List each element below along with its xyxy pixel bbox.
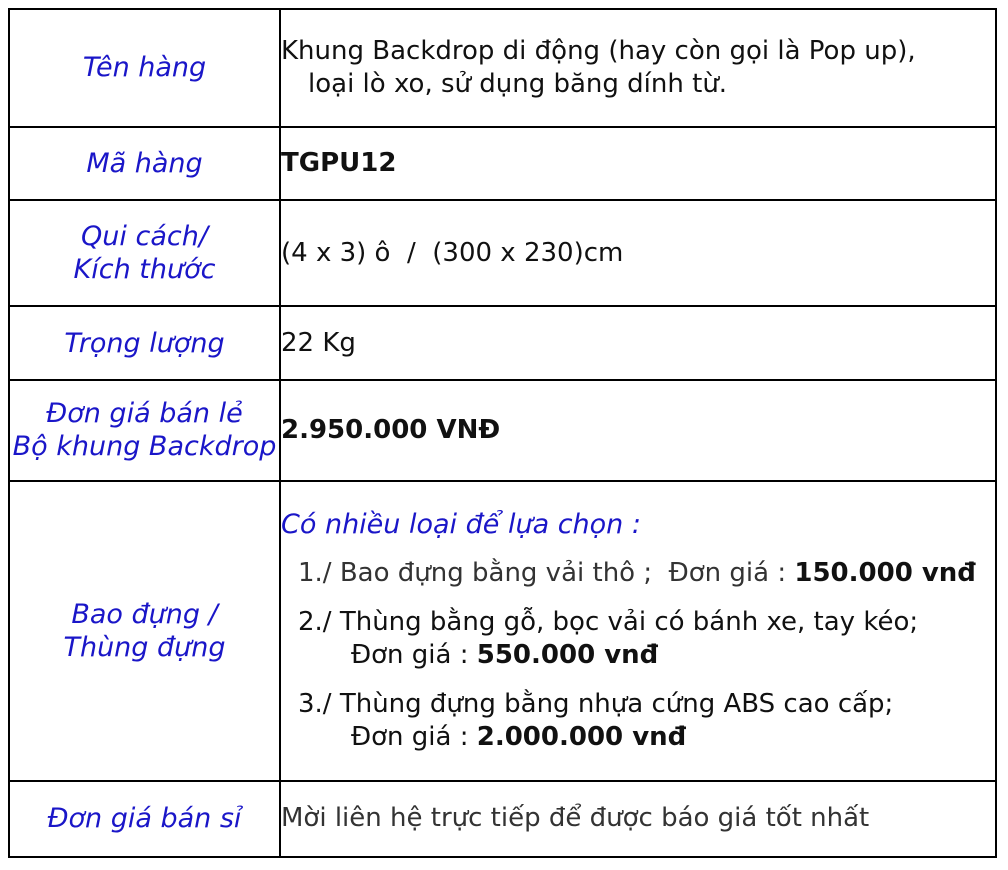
case-option-1-text: 1./ Bao đựng bằng vải thô ; Đơn giá : xyxy=(298,557,795,588)
case-options-heading: Có nhiều loại để lựa chọn : xyxy=(281,508,641,540)
retail-price-label-line-2: Bộ khung Backdrop xyxy=(12,431,277,463)
code-value: TGPU12 xyxy=(280,127,996,200)
size-label-line-2: Kích thước xyxy=(73,254,216,286)
name-value-line-1: Khung Backdrop di động (hay còn gọi là Pop up), xyxy=(281,35,916,66)
spec-row-name xyxy=(9,9,996,127)
case-option-1-price: 150.000 vnđ xyxy=(794,557,976,588)
retail-price-value: 2.950.000 VNĐ xyxy=(280,380,996,481)
spec-row-case xyxy=(9,481,996,780)
spec-row-size xyxy=(9,200,996,307)
case-option-2-price-prefix: Đơn giá : xyxy=(351,639,477,670)
size-label-line-1: Qui cách/ xyxy=(81,221,208,253)
case-option-3-price: 2.000.000 vnđ xyxy=(476,721,687,752)
case-option-2-text: 2./ Thùng bằng gỗ, bọc vải có bánh xe, tay kéo; xyxy=(298,606,919,637)
wholesale-price-label: Đơn giá bán sỉ xyxy=(9,781,280,857)
size-value: (4 x 3) ô / (300 x 230)cm xyxy=(280,200,996,307)
weight-value: 22 Kg xyxy=(280,306,996,379)
code-label: Mã hàng xyxy=(9,127,280,200)
case-option-3-price-prefix: Đơn giá : xyxy=(351,721,477,752)
name-value xyxy=(280,9,996,127)
case-option-3-price-line xyxy=(298,721,995,754)
spec-row-weight xyxy=(9,306,996,379)
name-value-line-2: loại lò xo, sử dụng băng dính từ. xyxy=(308,68,728,99)
case-label-line-2: Thùng đựng xyxy=(63,631,226,663)
case-option-2-price: 550.000 vnđ xyxy=(476,639,659,670)
wholesale-price-value: Mời liên hệ trực tiếp để được báo giá tốt nhất xyxy=(280,781,996,857)
case-option-2-price-line xyxy=(298,639,995,672)
case-option-1 xyxy=(281,557,995,590)
product-spec-table xyxy=(8,8,997,858)
case-option-2 xyxy=(281,606,995,672)
spec-row-code xyxy=(9,127,996,200)
case-label-line-1: Bao đựng / xyxy=(71,598,218,630)
case-option-3 xyxy=(281,688,995,754)
spec-row-wholesale-price xyxy=(9,781,996,857)
retail-price-label-line-1: Đơn giá bán lẻ xyxy=(46,398,243,430)
retail-price-label xyxy=(9,380,280,481)
name-label: Tên hàng xyxy=(9,9,280,127)
case-label xyxy=(9,481,280,780)
size-label xyxy=(9,200,280,307)
spec-row-retail-price xyxy=(9,380,996,481)
case-option-1-line xyxy=(298,557,995,590)
weight-label: Trọng lượng xyxy=(9,306,280,379)
case-options xyxy=(280,481,996,780)
case-option-3-text: 3./ Thùng đựng bằng nhựa cứng ABS cao cấp; xyxy=(298,688,894,719)
